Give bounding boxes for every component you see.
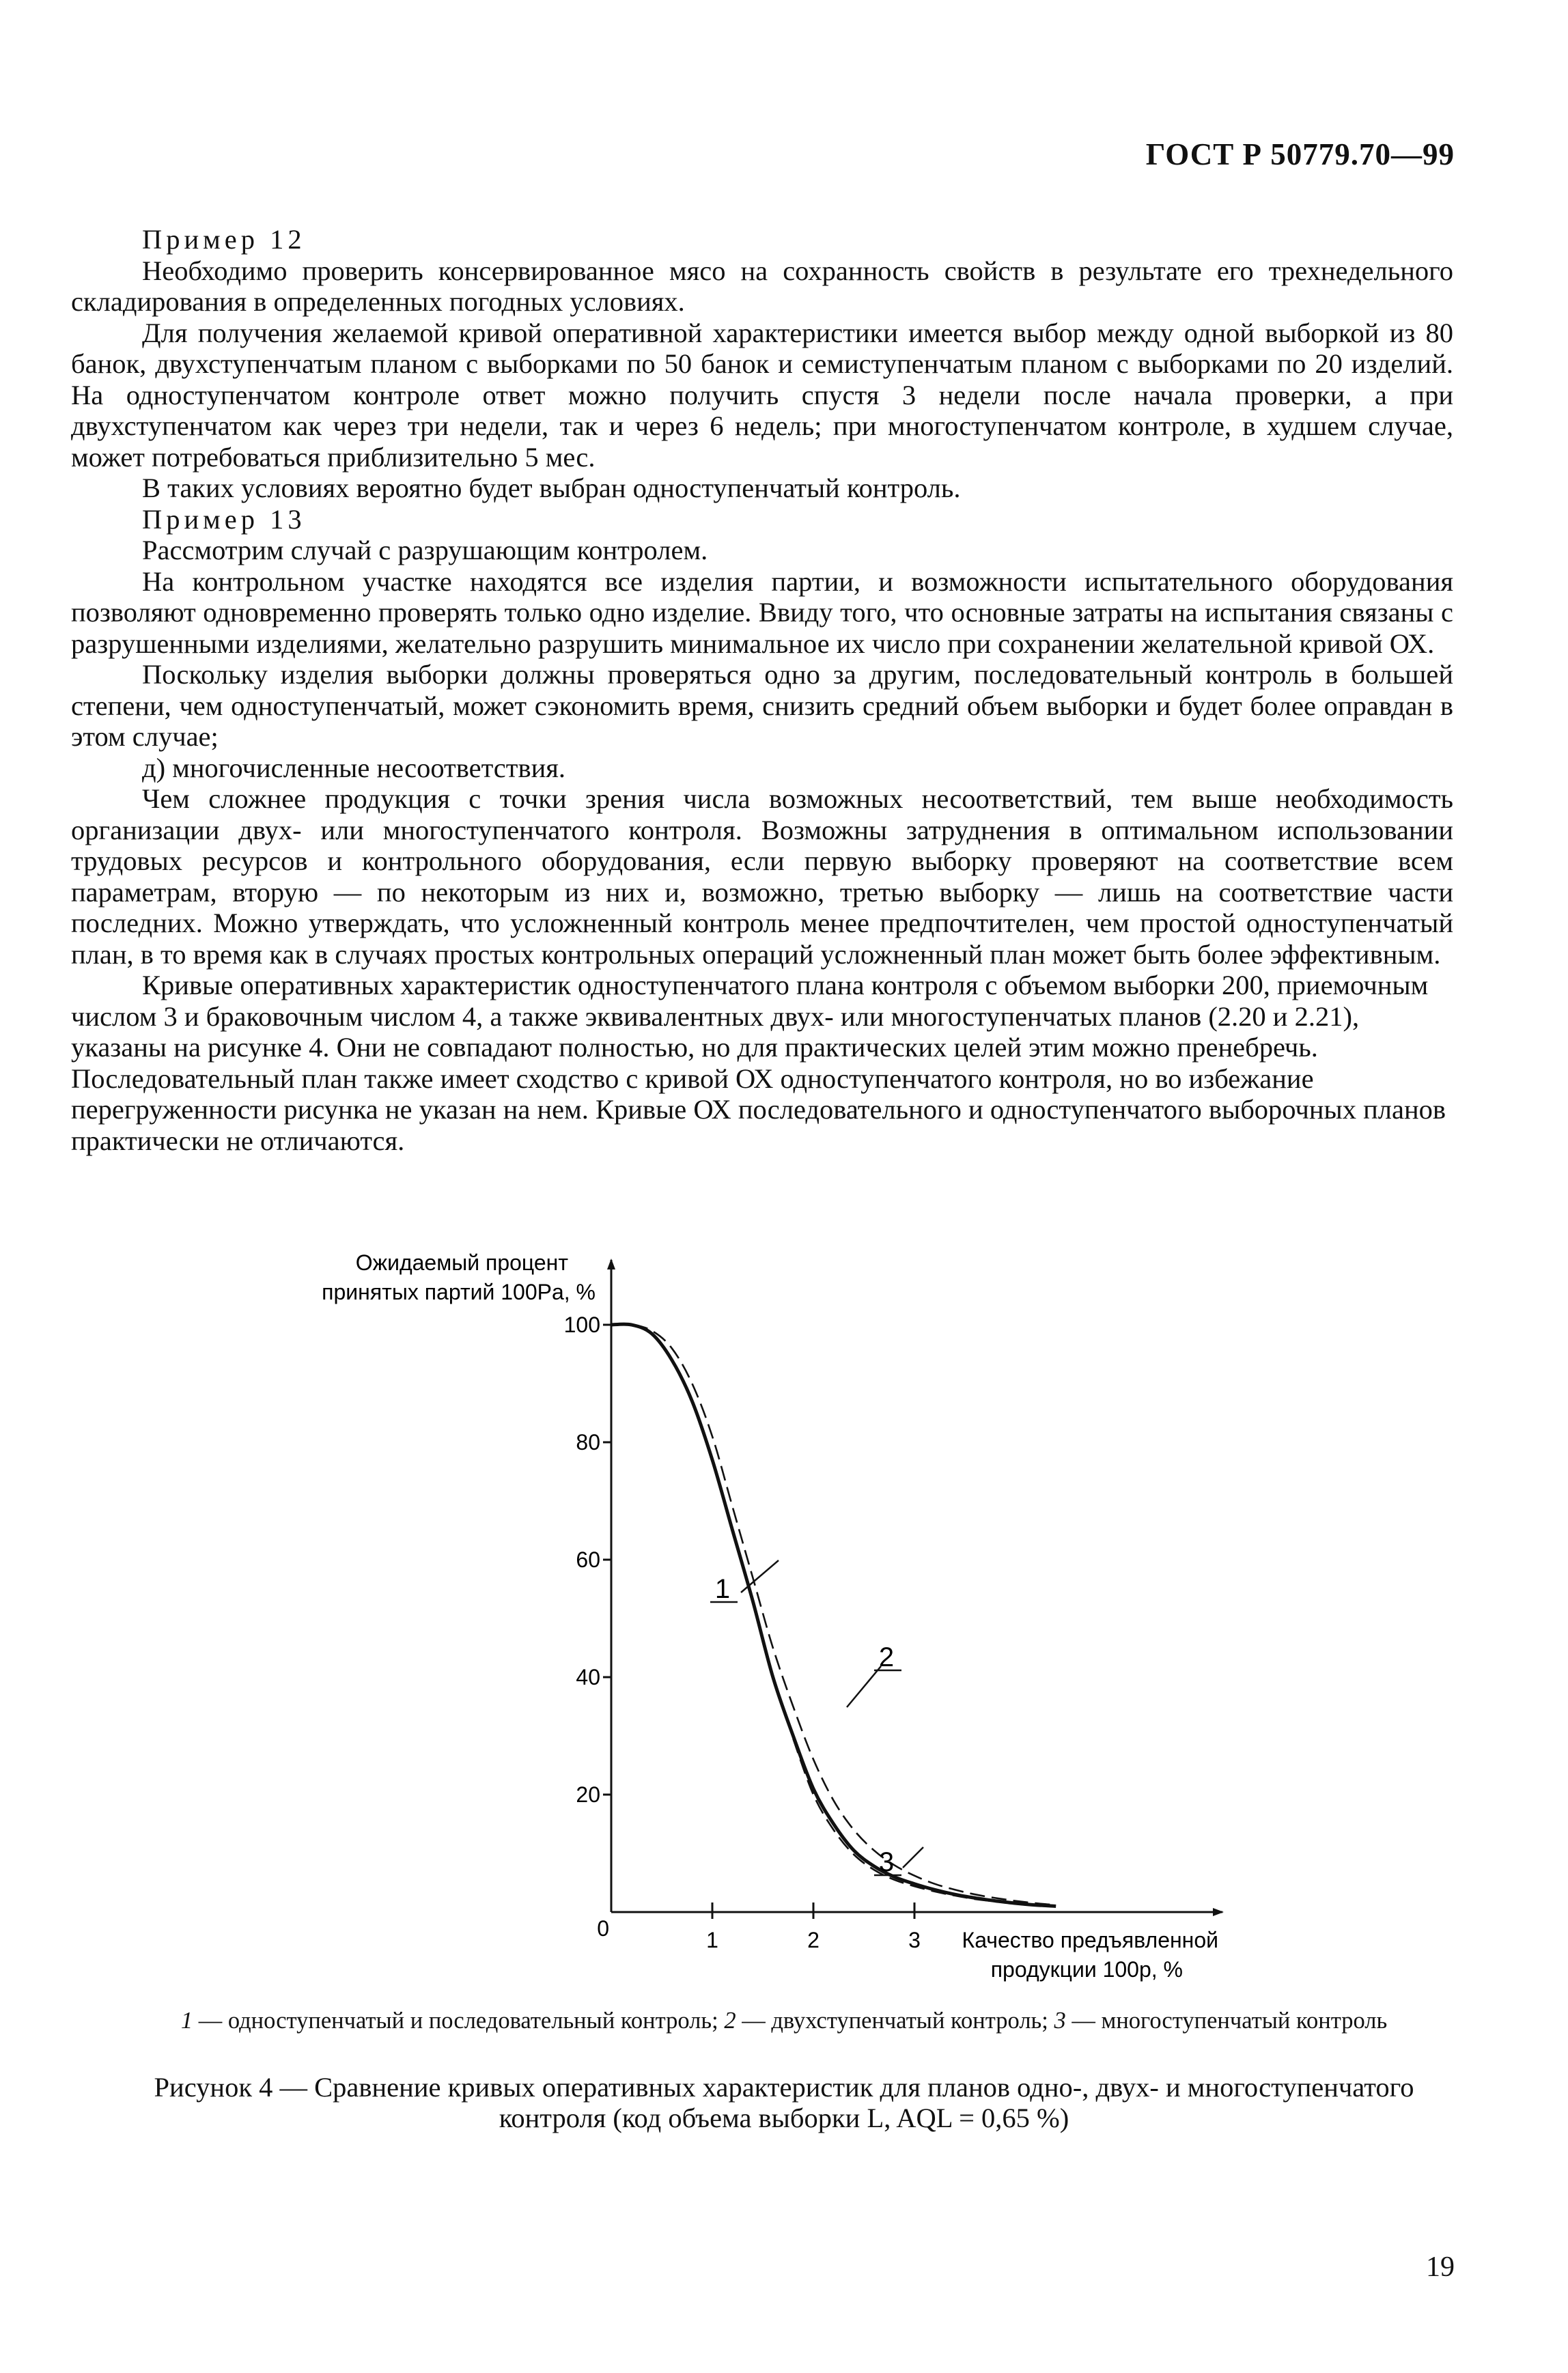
- figure-caption: [137, 2072, 1431, 2133]
- y-tick-label: 80: [576, 1430, 600, 1455]
- figure-legend: [96, 2008, 1472, 2034]
- curve-label-leader: [847, 1666, 881, 1707]
- body-text: [71, 224, 1453, 1156]
- curve-label-3: 3: [878, 1847, 895, 1877]
- paragraph: Для получения желаемой кривой оперативной характеристики имеется выбор между одной выборкой из 80 банок, двухступенчатым планом с выборками по 50 банок и семиступенчатым планом с выборками по 20 изделий. На одноступенчатом контроле ответ можно получить спустя 3 недели после начала проверки, а при двухступенчатом как через три недели, так и через 6 недель; при многоступенчатом контроле, в худшем случае, может потребоваться приблизительно 5 мес.: [71, 317, 1453, 473]
- curve-labels: [710, 1560, 923, 1877]
- legend-num-2: 2: [724, 2008, 736, 2034]
- legend-text-3: — многоступенчатый контроль: [1065, 2008, 1388, 2034]
- y-tick-label: 60: [576, 1547, 600, 1572]
- paragraph: Рассмотрим случай с разрушающим контролем.: [142, 535, 708, 565]
- legend-num-3: 3: [1054, 2008, 1066, 2034]
- page-number: 19: [1426, 2251, 1455, 2283]
- x-axis-label-line2: продукции 100p, %: [990, 1957, 1183, 1982]
- oc-curves-chart: [0, 1229, 1568, 2021]
- example-13-heading: Пример 13: [142, 503, 306, 535]
- x-tick-label: 1: [706, 1928, 718, 1952]
- paragraph: Чем сложнее продукция с точки зрения числа возможных несоответствий, тем выше необходимость организации двух- или многоступенчатого контроля. Возможны затруднения в оптимальном использовании трудовых ресурсов и контрольного оборудования, если первую выборку проверяют на соответствие всем параметрам, вторую — по некоторым из них и, возможно, третью выборку — лишь на соответствие части последних. Можно утверждать, что усложненный контроль менее предпочтителен, чем простой одноступенчатый план, в то время как в случаях простых контрольных операций усложненный план может быть более эффективным.: [71, 783, 1453, 970]
- x-tick-label: 3: [908, 1928, 921, 1952]
- curves: [611, 1324, 1056, 1907]
- paragraph: Поскольку изделия выборки должны проверяться одно за другим, последовательный контроль в большей степени, чем одноступенчатый, может сэкономить время, снизить средний объем выборки и будет более оправдан в этом случае;: [71, 659, 1453, 752]
- paragraph: В таких условиях вероятно будет выбран одноступенчатый контроль.: [142, 473, 961, 503]
- y-ticks: [564, 1312, 611, 1807]
- curve-label-leader: [903, 1847, 923, 1868]
- curve-label-2: 2: [878, 1642, 895, 1672]
- legend-text-2: — двухступенчатый контроль;: [736, 2008, 1054, 2034]
- y-axis-label-line2: принятых партий 100Pa, %: [322, 1280, 596, 1304]
- standard-code: ГОСТ Р 50779.70—99: [1145, 137, 1455, 171]
- y-tick-label: 20: [576, 1782, 600, 1807]
- caption-line-2: контроля (код объема выборки L, AQL = 0,65 %): [499, 2103, 1069, 2133]
- figure-4: [0, 1229, 1568, 2021]
- paragraph: Необходимо проверить консервированное мясо на сохранность свойств в результате его трехнедельного складирования в определенных погодных условиях.: [71, 255, 1453, 317]
- y-axis-label-line1: Ожидаемый процент: [355, 1250, 568, 1275]
- list-item-d: д) многочисленные несоответствия.: [142, 752, 566, 783]
- x-axis-label-line1: Качество предъявленной: [962, 1928, 1218, 1952]
- paragraph: Кривые оперативных характеристик одноступенчатого плана контроля с объемом выборки 200, приемочным числом 3 и браковочным числом 4, а также эквивалентных двух- или многоступенчатых планов (2.20 и 2.21), указаны на рисунке 4. Они не совпадают полностью, но для практических целей этим можно пренебречь. Последовательный план также имеет сходство с кривой ОХ одноступенчатого контроля, но во избежание перегруженности рисунка не указан на нем. Кривые ОХ последовательного и одноступенчатого выборочных планов практически не отличаются.: [71, 970, 1446, 1156]
- x-ticks: [706, 1902, 921, 1952]
- paragraph: На контрольном участке находятся все изделия партии, и возможности испытательного оборудования позволяют одновременно проверять только одно изделие. Ввиду того, что основные затраты на испытания связаны с разрушенными изделиями, желательно разрушить минимальное их число при сохранении желательной кривой ОХ.: [71, 565, 1453, 659]
- caption-line-1: Рисунок 4 — Сравнение кривых оперативных характеристик для планов одно-, двух- и многоступенчатого: [154, 2072, 1414, 2103]
- example-12-heading: Пример 12: [142, 224, 306, 255]
- y-tick-label: 100: [563, 1312, 600, 1337]
- curve-1: [611, 1324, 1056, 1906]
- legend-text-1: — одноступенчатый и последовательный контроль;: [193, 2008, 725, 2034]
- legend-num-1: 1: [180, 2008, 193, 2034]
- y-tick-label: 40: [576, 1665, 600, 1689]
- curve-2: [611, 1324, 1056, 1905]
- x-tick-label: 2: [807, 1928, 820, 1952]
- origin-label: 0: [597, 1916, 609, 1941]
- curve-label-1: 1: [714, 1574, 731, 1604]
